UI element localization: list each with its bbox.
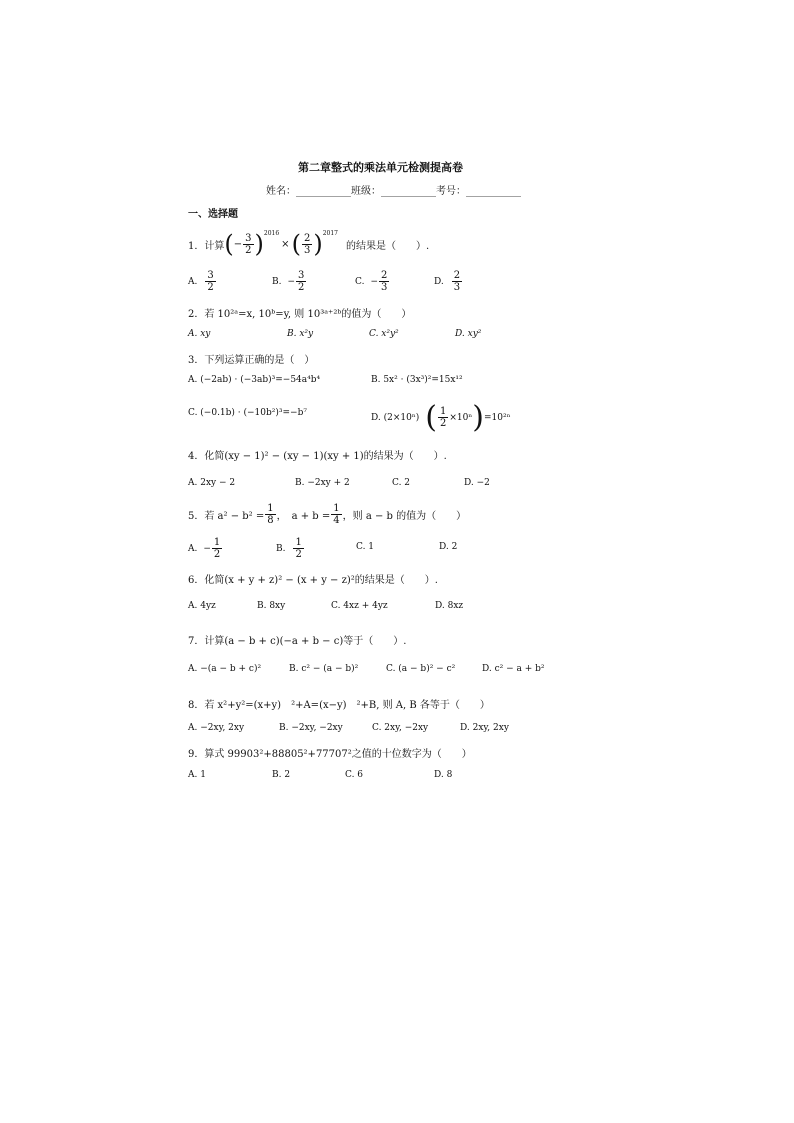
option-b: B. c² − (a − b)²	[289, 664, 359, 674]
option-a	[188, 537, 223, 560]
option-c: C. x²y²	[369, 329, 399, 339]
paren-left: (	[224, 230, 234, 258]
option-c: C. 2xy, −2xy	[372, 723, 429, 733]
option-label: B.	[272, 276, 282, 287]
times-sign: ×	[281, 238, 290, 250]
fraction: $\frac{1}{2}$	[213, 537, 221, 560]
option-label: D.	[434, 276, 444, 287]
fraction: $\frac{2}{3}$	[380, 270, 388, 293]
minus-sign: −	[233, 238, 243, 250]
option-d: D. 2xy, 2xy	[460, 723, 509, 733]
option-b: B. 5x² · (3x³)²=15x¹²	[371, 375, 463, 385]
fraction: $\frac{1}{2}$	[295, 537, 302, 560]
option-a: A. 4yz	[188, 601, 216, 611]
student-info-line: 姓名：___________班级：___________考号：___________	[266, 186, 521, 197]
fraction: $\frac{1}{4}$	[333, 503, 340, 526]
fraction: $\frac{3}{2}$	[207, 270, 214, 293]
option-d: D. xy²	[455, 329, 482, 339]
option-d: D. −2	[464, 478, 490, 488]
fraction: $\frac{3}{2}$	[298, 270, 305, 293]
fraction: $\frac{2}{3}$	[303, 232, 311, 256]
exponent: 2016	[263, 230, 280, 237]
section-title: 一、选择题	[188, 209, 238, 220]
option-a: A. −2xy, 2xy	[188, 723, 245, 733]
fraction: $\frac{1}{8}$	[267, 503, 274, 526]
page-title: 第二章整式的乘法单元检测提高卷	[298, 161, 463, 174]
paren-left: (	[425, 400, 437, 435]
paren-right: )	[472, 400, 484, 435]
option-label: A.	[188, 543, 198, 554]
question-1-stem	[188, 230, 429, 258]
minus-sign: −	[203, 543, 211, 554]
option-c: C. 4xz + 4yz	[331, 601, 388, 611]
option-d: D. 2	[439, 542, 458, 552]
option-label: C.	[355, 276, 365, 287]
option-d-mid: ×10ⁿ	[449, 412, 473, 423]
question-5-stem	[188, 503, 466, 526]
option-a: A. xy	[188, 329, 211, 339]
minus-sign: −	[287, 276, 296, 287]
option-d-suffix: =10²ⁿ	[483, 412, 511, 423]
exponent: 2017	[322, 230, 338, 237]
option-b	[272, 270, 307, 293]
option-d: D. c² − a + b²	[482, 664, 545, 674]
question-5-suffix: ，则 a − b 的值为（ ）	[342, 511, 467, 522]
question-4-stem: 4．化简(xy − 1)² − (xy − 1)(xy + 1)的结果为（ ）.	[188, 451, 447, 462]
option-c: C. 1	[356, 542, 375, 552]
fraction: $\frac{3}{2}$	[245, 232, 252, 256]
option-label: B.	[276, 543, 286, 554]
paren-right: )	[313, 230, 323, 258]
option-d	[371, 400, 510, 435]
option-a: A. 1	[188, 770, 206, 780]
fraction: $\frac{2}{3}$	[453, 270, 461, 293]
fraction: $\frac{1}{2}$	[439, 406, 447, 429]
option-c: C. 2	[392, 478, 411, 488]
paren-left: (	[291, 230, 301, 258]
option-b: B. −2xy, −2xy	[279, 723, 343, 733]
option-a: A. 2xy − 2	[188, 478, 236, 488]
question-1-suffix: 的结果是（ ）.	[345, 240, 430, 252]
paren-right: )	[254, 230, 264, 258]
option-a: A. (−2ab) · (−3ab)³=−54a⁴b⁴	[188, 375, 321, 385]
question-7-stem: 7．计算(a − b + c)(−a + b − c)等于（ ）.	[188, 636, 407, 647]
option-b: B. 8xy	[257, 601, 286, 611]
question-1-prefix: 1．计算	[188, 240, 225, 252]
question-5-mid: ， a + b =	[276, 511, 331, 522]
option-a	[188, 270, 217, 293]
option-c	[355, 270, 390, 293]
option-b	[276, 537, 305, 560]
option-c: C. (a − b)² − c²	[386, 664, 456, 674]
question-3-stem: 3．下列运算正确的是（ ）	[188, 355, 315, 366]
question-6-stem: 6．化简(x + y + z)² − (x + y − z)²的结果是（ ）.	[188, 575, 438, 586]
option-label: A.	[188, 276, 198, 287]
option-d: D. 8	[434, 770, 453, 780]
option-b: B. 2	[272, 770, 291, 780]
question-8-stem: 8．若 x²+y²=(x+y) ²+A=(x−y) ²+B, 则 A, B 各等于（ ）	[188, 700, 490, 711]
option-b: B. x²y	[287, 329, 314, 339]
option-d	[434, 270, 463, 293]
option-a: A. −(a − b + c)²	[188, 664, 262, 674]
option-c: C. 6	[345, 770, 364, 780]
option-d: D. 8xz	[435, 601, 464, 611]
question-5-prefix: 5．若 a² − b² =	[188, 511, 265, 522]
question-2-stem: 2．若 10²ᵃ=x, 10ᵇ=y, 则 10³ᵃ⁺²ᵇ的值为（ ）	[188, 309, 412, 320]
option-d-prefix: D. (2×10ⁿ)	[371, 412, 420, 423]
minus-sign: −	[370, 276, 378, 287]
option-c: C. (−0.1b) · (−10b²)³=−b⁷	[188, 408, 307, 418]
option-b: B. −2xy + 2	[295, 478, 350, 488]
question-9-stem: 9．算式 99903²+88805²+77707²之值的十位数字为（ ）	[188, 749, 472, 760]
